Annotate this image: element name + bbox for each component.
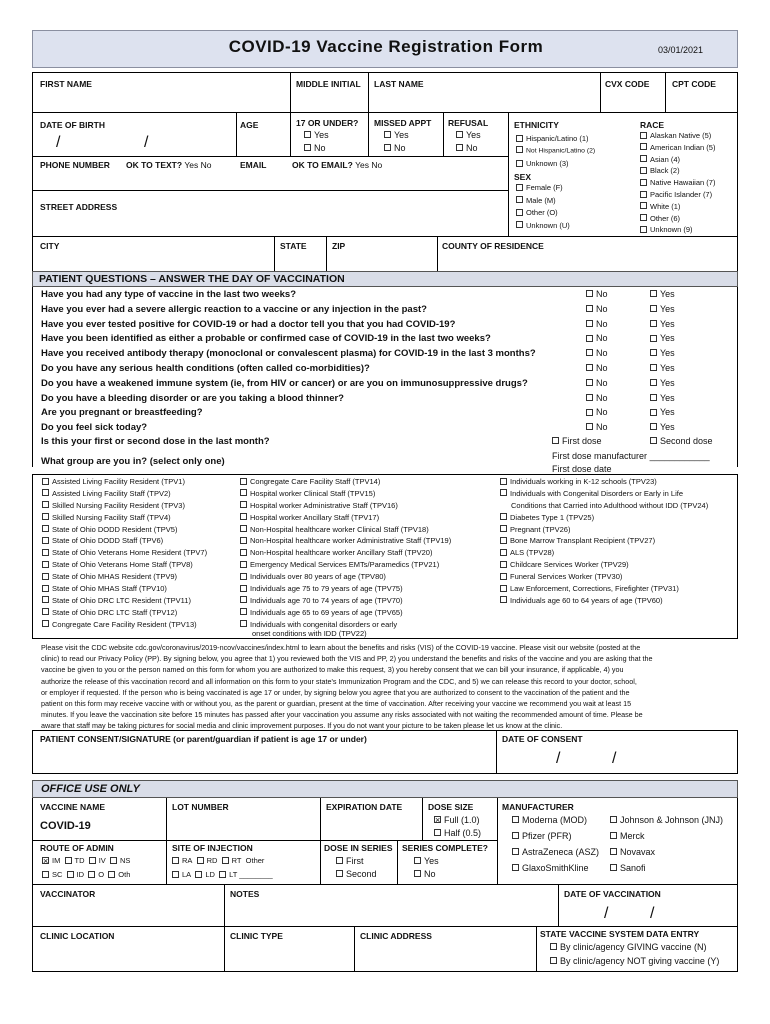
mfr-jj[interactable]: Johnson & Johnson (JNJ) — [610, 815, 723, 825]
answer-no[interactable]: No — [586, 378, 608, 388]
answer-no[interactable]: No — [586, 333, 608, 343]
cpt-code-label: CPT CODE — [672, 79, 716, 89]
question-list — [41, 288, 731, 436]
consent-date-slash: / — [612, 750, 617, 767]
race-option[interactable]: Asian (4) — [640, 155, 736, 167]
mfr-pfizer[interactable]: Pfizer (PFR) — [512, 831, 572, 841]
group-option[interactable]: Individuals working in K-12 schools (TPV23) — [500, 477, 736, 489]
group-option[interactable]: Individuals age 70 to 74 years of age (TPV70) — [240, 596, 500, 608]
clinic-location-label: CLINIC LOCATION — [40, 931, 115, 941]
group-option[interactable]: ALS (TPV28) — [500, 548, 736, 560]
consent-date-label: DATE OF CONSENT — [502, 734, 583, 744]
manufacturer-label: MANUFACTURER — [502, 802, 574, 812]
answer-yes[interactable]: Yes — [650, 363, 675, 373]
race-option[interactable]: Pacific Islander (7) — [640, 190, 736, 202]
dose-size-label: DOSE SIZE — [428, 802, 474, 812]
form-header — [32, 30, 738, 68]
group-option[interactable]: Congregate Care Facility Resident (TPV13) — [42, 620, 242, 632]
ok-text-label: OK TO TEXT? Yes No — [126, 160, 212, 170]
consent-date-slash: / — [556, 750, 561, 767]
group-option[interactable]: Hospital worker Ancillary Staff (TPV17) — [240, 513, 500, 525]
consent-line: authorize the release of this vaccination record and all information on this form to your state's Immunization Program and the CDC, and 5) we can release this record to your doctor, school, — [41, 676, 637, 686]
zip-label: ZIP — [332, 241, 346, 251]
question-text: Do you have a weakened immune system (ie, from HIV or cancer) or are you on immunosuppressive drugs? — [41, 377, 528, 389]
group-option[interactable]: State of Ohio MHAS Staff (TPV10) — [42, 584, 242, 596]
question-text: Have you been identified as either a probable or confirmed case of COVID-19 in the last two weeks? — [41, 333, 491, 345]
question-text: Have you had any type of vaccine in the last two weeks? — [41, 289, 296, 300]
consent-line: clinic) to read our Privacy Policy (PP). By signing below, you agree that 1) you reviewed both the VIS and PP, 2) you understand the benefits and risks of the vaccine and you are asking that the — [41, 654, 653, 664]
question-row — [41, 362, 731, 377]
question-row — [41, 392, 731, 407]
group-option[interactable]: Assisted Living Facility Staff (TPV2) — [42, 489, 242, 501]
group-option[interactable]: Skilled Nursing Facility Staff (TPV4) — [42, 513, 242, 525]
sex-option[interactable]: Male (M) — [516, 196, 636, 209]
sex-option[interactable]: Other (O) — [516, 208, 636, 221]
answer-no[interactable]: No — [586, 304, 608, 314]
ethnicity-option[interactable]: Not Hispanic/Latino (2) — [516, 147, 636, 160]
site-row-2[interactable]: LA LD LT ________ — [172, 870, 273, 879]
group-option[interactable]: Non-Hospital healthcare worker Ancillary Staff (TPV20) — [240, 548, 500, 560]
office-use-header: OFFICE USE ONLY — [32, 780, 738, 798]
series-first[interactable]: First — [336, 856, 364, 866]
question-row — [41, 421, 731, 436]
dov-slash: / — [650, 905, 655, 922]
group-option[interactable]: Bone Marrow Transplant Recipient (TPV27) — [500, 536, 736, 548]
route-label: ROUTE OF ADMIN — [40, 843, 114, 853]
group-option[interactable]: Non-Hospital healthcare worker Administrative Staff (TPV19) — [240, 536, 500, 548]
group-option[interactable]: Assisted Living Facility Resident (TPV1) — [42, 477, 242, 489]
ethnicity-options — [516, 134, 636, 172]
race-option[interactable]: Unknown (9) — [640, 225, 736, 237]
question-text: Do you have any serious health conditions (often called co-morbidities)? — [41, 362, 370, 374]
site-row-1[interactable]: RA RD RT Other — [172, 856, 264, 865]
consent-text — [41, 642, 731, 732]
state-entry-label: STATE VACCINE SYSTEM DATA ENTRY — [540, 929, 700, 939]
county-label: COUNTY OF RESIDENCE — [442, 241, 544, 251]
group-item-continuation: Conditions that Carried into Adulthood without IDD (TPV24) — [511, 500, 709, 510]
sex-option[interactable]: Female (F) — [516, 183, 636, 196]
form-version-date: 03/01/2021 — [657, 45, 703, 55]
group-option[interactable]: Skilled Nursing Facility Resident (TPV3) — [42, 501, 242, 513]
complete-no[interactable]: No — [414, 869, 436, 879]
notes-label: NOTES — [230, 889, 260, 899]
sex-options — [516, 183, 636, 233]
group-option[interactable]: Pregnant (TPV26) — [500, 525, 736, 537]
group-option[interactable]: State of Ohio DRC LTC Staff (TPV12) — [42, 608, 242, 620]
question-text: Are you pregnant or breastfeeding? — [41, 407, 203, 419]
group-option[interactable]: State of Ohio Veterans Home Staff (TPV8) — [42, 560, 242, 572]
question-row — [41, 318, 731, 333]
answer-yes[interactable]: Yes — [650, 348, 675, 358]
question-text: Do you have a bleeding disorder or are you taking a blood thinner? — [41, 392, 344, 404]
consent-line: aware that staff may be taking pictures for social media and clinic improvement purposes. If you do not want your picture to be taken please let us know at the clinic. — [41, 721, 563, 731]
clinic-address-label: CLINIC ADDRESS — [360, 931, 432, 941]
patient-questions-header: PATIENT QUESTIONS – ANSWER THE DAY OF VACCINATION — [32, 271, 738, 287]
answer-no[interactable]: No — [586, 393, 608, 403]
patient-info-grid — [32, 72, 738, 272]
group-option[interactable]: Individuals age 65 to 69 years of age (TPV65) — [240, 608, 500, 620]
answer-yes[interactable]: Yes — [650, 378, 675, 388]
question-row — [41, 377, 731, 392]
sex-option[interactable]: Unknown (U) — [516, 221, 636, 234]
race-option[interactable]: Other (6) — [640, 214, 736, 226]
dose-half-option[interactable]: Half (0.5) — [434, 828, 481, 838]
group-option[interactable]: Law Enforcement, Corrections, Firefighter (TPV31) — [500, 584, 736, 596]
last-name-label: LAST NAME — [374, 79, 424, 89]
street-label: STREET ADDRESS — [40, 202, 118, 212]
answer-yes[interactable]: Yes — [650, 407, 675, 417]
consent-line: vaccine be given to you or the person named on this form for whom you are authorized to make this request, 3) you hereby consent that we can bill your insurance, if applicable, 4) you — [41, 665, 624, 675]
question-text: Have you ever had a severe allergic reaction to a vaccine or any injection in the past? — [41, 303, 427, 315]
email-label: EMAIL — [240, 160, 267, 170]
route-row-2[interactable]: SC ID O Oth — [42, 870, 130, 879]
under17-no[interactable]: No — [304, 143, 326, 153]
sex-label: SEX — [514, 172, 532, 182]
groups-box — [32, 474, 738, 639]
state-label: STATE — [280, 241, 307, 251]
entry-not-giving-option[interactable]: By clinic/agency NOT giving vaccine (Y) — [550, 956, 719, 966]
group-item-continuation: onset conditions with IDD (TPV22) — [252, 629, 367, 638]
group-option[interactable]: Individuals with Congenital Disorders or Early in Life — [500, 489, 736, 501]
race-option[interactable]: Native Hawaiian (7) — [640, 178, 736, 190]
missed-yes[interactable]: Yes — [384, 130, 409, 140]
question-row — [41, 332, 731, 347]
group-option[interactable]: Emergency Medical Services EMTs/Paramedics (TPV21) — [240, 560, 500, 572]
consent-line: or employer if requested. If the person who is being vaccinated is age 17 or under, by signing below you agree that you are authorized to consent to the vaccination of the patient and the — [41, 687, 630, 697]
question-text: Have you ever tested positive for COVID-19 or had a doctor tell you that you had COVID-19? — [41, 318, 456, 330]
group-option[interactable]: State of Ohio DODD Resident (TPV5) — [42, 525, 242, 537]
dob-slash: / — [144, 134, 149, 151]
answer-no[interactable]: No — [586, 422, 608, 432]
second-dose-option[interactable]: Second dose — [650, 436, 713, 446]
race-option[interactable]: Alaskan Native (5) — [640, 131, 736, 143]
mfr-merck[interactable]: Merck — [610, 831, 645, 841]
complete-yes[interactable]: Yes — [414, 856, 439, 866]
answer-yes[interactable]: Yes — [650, 333, 675, 343]
answer-yes[interactable]: Yes — [650, 304, 675, 314]
mfr-novavax[interactable]: Novavax — [610, 847, 655, 857]
race-options — [640, 131, 736, 237]
answer-yes[interactable]: Yes — [650, 319, 675, 329]
first-name-label: FIRST NAME — [40, 79, 92, 89]
series-second[interactable]: Second — [336, 869, 377, 879]
middle-initial-label: MIDDLE INITIAL — [296, 79, 361, 89]
group-option[interactable]: Funeral Services Worker (TPV30) — [500, 572, 736, 584]
first-dose-date[interactable]: First dose date — [552, 464, 612, 474]
ethnicity-label: ETHNICITY — [514, 120, 559, 130]
age-label: AGE — [240, 120, 259, 130]
group-option[interactable]: Childcare Services Worker (TPV29) — [500, 560, 736, 572]
group-option[interactable]: Diabetes Type 1 (TPV25) — [500, 513, 736, 525]
answer-no[interactable]: No — [586, 319, 608, 329]
group-option[interactable]: Congregate Care Facility Staff (TPV14) — [240, 477, 500, 489]
dob-slash: / — [56, 134, 61, 151]
consent-signature-label: PATIENT CONSENT/SIGNATURE (or parent/guardian if patient is age 17 or under) — [40, 734, 367, 744]
under17-label: 17 OR UNDER? — [296, 118, 359, 128]
phone-label: PHONE NUMBER — [40, 160, 110, 170]
missed-appt-label: MISSED APPT — [374, 118, 432, 128]
refusal-no[interactable]: No — [456, 143, 478, 153]
question-text: Have you received antibody therapy (monoclonal or convalescent plasma) for COVID-19 in the last 3 months? — [41, 348, 536, 360]
date-of-vaccination-label: DATE OF VACCINATION — [564, 889, 661, 899]
refusal-yes[interactable]: Yes — [456, 130, 481, 140]
refusal-label: REFUSAL — [448, 118, 489, 128]
dose-full-option[interactable]: × Full (1.0) — [435, 815, 480, 826]
question-row — [41, 347, 731, 362]
group-option[interactable]: Individuals with congenital disorders or early — [240, 620, 500, 632]
vaccine-name-label: VACCINE NAME — [40, 802, 106, 812]
answer-yes[interactable]: Yes — [650, 393, 675, 403]
group-option[interactable]: State of Ohio Veterans Home Resident (TPV7) — [42, 548, 242, 560]
ethnicity-option[interactable]: Hispanic/Latino (1) — [516, 134, 636, 147]
group-option[interactable]: Individuals age 75 to 79 years of age (TPV75) — [240, 584, 500, 596]
consent-line: patient on this form may receive vaccine with or without you, as the parent or guardian, present at the time of vaccination. After receiving your vaccine we recommend you wait at least 15 — [41, 699, 632, 709]
ok-email-label: OK TO EMAIL? Yes No — [292, 160, 383, 170]
question-text: Do you feel sick today? — [41, 422, 148, 434]
cvx-code-label: CVX CODE — [605, 79, 650, 89]
mfr-astrazeneca[interactable]: AstraZeneca (ASZ) — [512, 847, 599, 857]
group-option[interactable]: Non-Hospital healthcare worker Clinical Staff (TPV18) — [240, 525, 500, 537]
group-option[interactable]: State of Ohio MHAS Resident (TPV9) — [42, 572, 242, 584]
site-label: SITE OF INJECTION — [172, 843, 253, 853]
clinic-type-label: CLINIC TYPE — [230, 931, 283, 941]
dob-label: DATE OF BIRTH — [40, 120, 106, 130]
mfr-gsk[interactable]: GlaxoSmithKline — [512, 863, 589, 873]
ethnicity-option[interactable]: Unknown (3) — [516, 159, 636, 172]
consent-line: minutes. If you leave the vaccination site before 15 minutes has passed after your vaccination you assume any risks associated with not waiting the recommended amount of time. Please be — [41, 710, 643, 720]
race-option[interactable]: American Indian (5) — [640, 143, 736, 155]
consent-line: Please visit the CDC website cdc.gov/coronavirus/2019-ncov/vaccines/index.html to learn about the benefits and risks (VIS) of the COVID-19 vaccine. Please visit our website (posted at the — [41, 643, 641, 652]
first-dose-manufacturer[interactable]: First dose manufacturer ____________ — [552, 451, 710, 461]
group-option[interactable]: State of Ohio DRC LTC Resident (TPV11) — [42, 596, 242, 608]
under17-yes[interactable]: Yes — [304, 130, 329, 140]
group-question: What group are you in? (select only one) — [41, 456, 225, 467]
missed-no[interactable]: No — [384, 143, 406, 153]
dov-slash: / — [604, 905, 609, 922]
mfr-moderna[interactable]: Moderna (MOD) — [512, 815, 587, 825]
race-option[interactable]: Black (2) — [640, 166, 736, 178]
route-row-1[interactable]: × IM TD IV NS — [43, 855, 131, 866]
answer-no[interactable]: No — [586, 407, 608, 417]
dose-question: Is this your first or second dose in the last month? — [41, 436, 270, 447]
question-row — [41, 288, 731, 303]
entry-giving-option[interactable]: By clinic/agency GIVING vaccine (N) — [550, 942, 707, 952]
group-option[interactable]: Individuals over 80 years of age (TPV80) — [240, 572, 500, 584]
city-label: CITY — [40, 241, 60, 251]
answer-no[interactable]: No — [586, 289, 608, 299]
race-label: RACE — [640, 120, 665, 130]
vaccine-name-value: COVID-19 — [40, 820, 91, 832]
first-dose-option[interactable]: First dose — [552, 436, 602, 446]
group-option[interactable]: State of Ohio DODD Staff (TPV6) — [42, 536, 242, 548]
lot-number-label: LOT NUMBER — [172, 802, 229, 812]
mfr-sanofi[interactable]: Sanofi — [610, 863, 646, 873]
group-option[interactable]: Hospital worker Administrative Staff (TPV16) — [240, 501, 500, 513]
answer-no[interactable]: No — [586, 348, 608, 358]
dose-series-label: DOSE IN SERIES — [324, 843, 393, 853]
expiration-label: EXPIRATION DATE — [326, 802, 403, 812]
answer-yes[interactable]: Yes — [650, 422, 675, 432]
answer-yes[interactable]: Yes — [650, 289, 675, 299]
vaccinator-label: VACCINATOR — [40, 889, 96, 899]
form-title: COVID-19 Vaccine Registration Form — [228, 37, 544, 56]
race-option[interactable]: White (1) — [640, 202, 736, 214]
answer-no[interactable]: No — [586, 363, 608, 373]
question-row — [41, 303, 731, 318]
group-option[interactable]: Hospital worker Clinical Staff (TPV15) — [240, 489, 500, 501]
group-option[interactable]: Individuals age 60 to 64 years of age (TPV60) — [500, 596, 736, 608]
series-complete-label: SERIES COMPLETE? — [402, 843, 488, 853]
question-row — [41, 406, 731, 421]
